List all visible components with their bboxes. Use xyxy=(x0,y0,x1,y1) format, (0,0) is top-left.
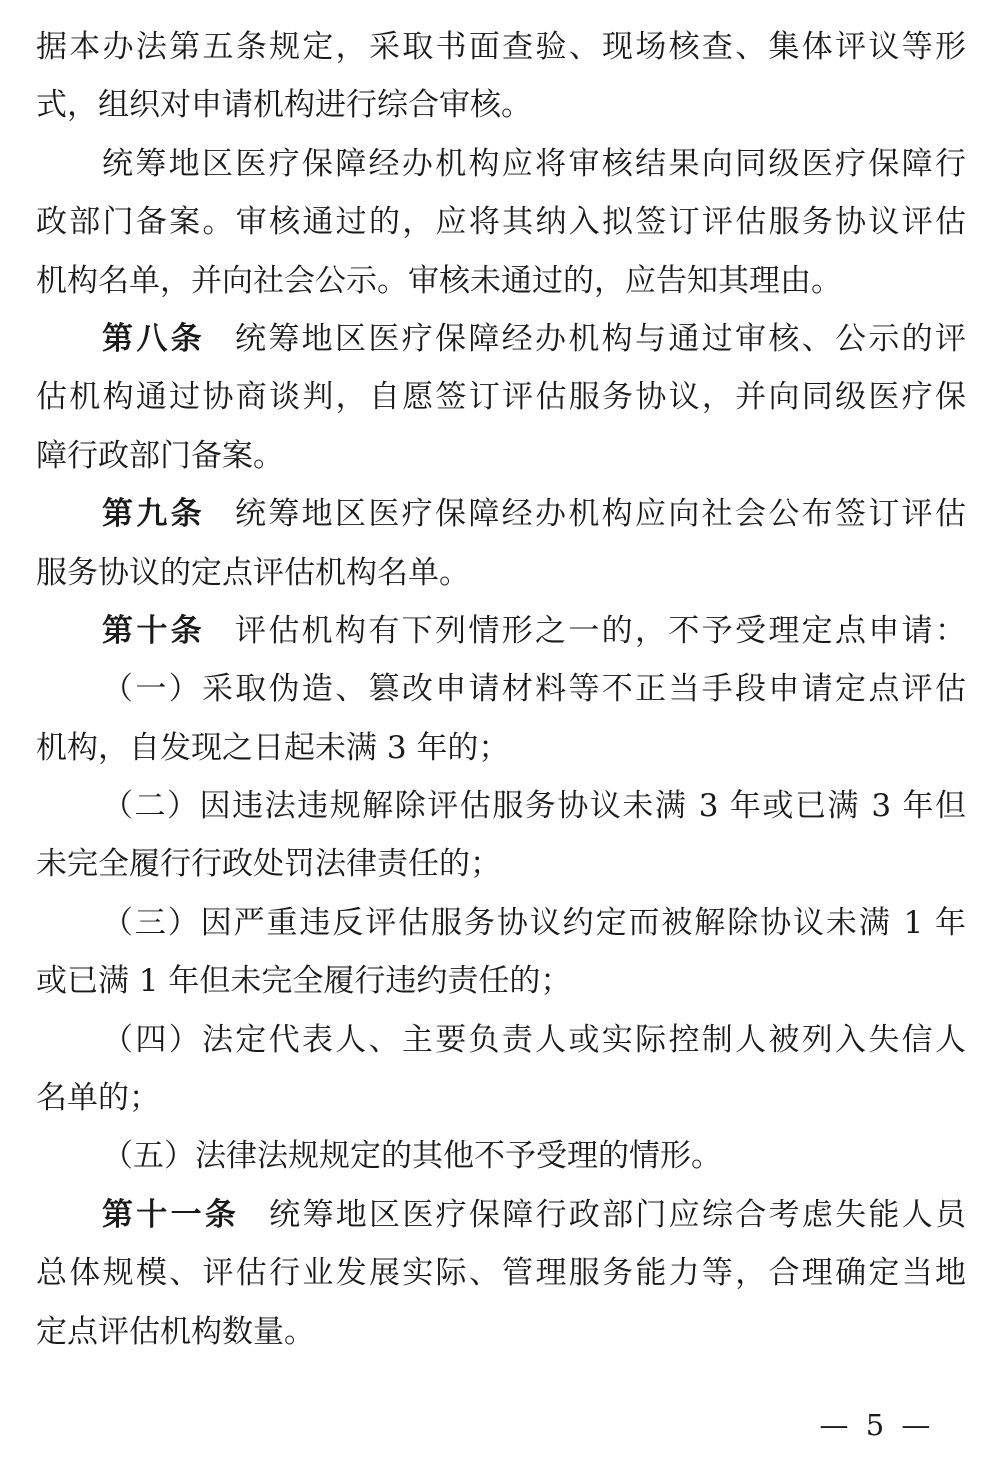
list-item-line: （二）因违法违规解除评估服务协议未满 3 年或已满 3 年但 xyxy=(102,788,966,825)
list-item-line: （三）因严重违反评估服务协议约定而被解除协议未满 1 年 xyxy=(102,904,966,941)
text-line: 服务协议的定点评估机构名单。 xyxy=(36,554,470,591)
text-line: 未完全履行行政处罚法律责任的； xyxy=(36,846,501,883)
text-line: 统筹地区医疗保障经办机构应将审核结果向同级医疗保障行 xyxy=(102,145,966,182)
text-line: 机构名单，并向社会公示。审核未通过的，应告知其理由。 xyxy=(36,262,842,299)
text-line: 统筹地区医疗保障经办机构与通过审核、公示的评 xyxy=(235,320,966,357)
article-heading: 第十一条 xyxy=(102,1196,240,1233)
text-line: 统筹地区医疗保障行政部门应综合考虑失能人员 xyxy=(269,1196,967,1233)
article-11-line xyxy=(36,1186,966,1244)
text-line: 估机构通过协商谈判，自愿签订评估服务协议，并向同级医疗保 xyxy=(36,379,966,416)
page-number: — 5 — xyxy=(819,1408,935,1442)
article-8-line xyxy=(36,310,966,368)
article-heading: 第九条 xyxy=(102,496,205,533)
list-item-line: （四）法定代表人、主要负责人或实际控制人被列入失信人 xyxy=(102,1021,966,1058)
text-line: 机构，自发现之日起未满 3 年的； xyxy=(36,729,510,766)
text-line: 统筹地区医疗保障经办机构应向社会公布签订评估 xyxy=(235,496,966,533)
article-10-line xyxy=(36,602,966,660)
article-9-line xyxy=(36,485,966,543)
text-line: 评估机构有下列情形之一的，不予受理定点申请： xyxy=(235,612,966,649)
text-line: 式，组织对申请机构进行综合审核。 xyxy=(36,87,532,124)
article-heading: 第十条 xyxy=(102,612,205,649)
text-line: 政部门备案。审核通过的，应将其纳入拟签订评估服务协议评估 xyxy=(36,204,966,241)
document-body xyxy=(36,18,966,1361)
text-line: 据本办法第五条规定，采取书面查验、现场核查、集体评议等形 xyxy=(36,29,966,65)
text-line: 障行政部门备案。 xyxy=(36,437,284,474)
list-item-line: （一）采取伪造、篡改申请材料等不正当手段申请定点评估 xyxy=(102,671,966,708)
text-line: 或已满 1 年但未完全履行违约责任的； xyxy=(36,963,572,1000)
list-item-line: （五）法律法规规定的其他不予受理的情形。 xyxy=(102,1138,722,1175)
text-line: 定点评估机构数量。 xyxy=(36,1313,315,1350)
article-heading: 第八条 xyxy=(102,320,205,357)
text-line: 名单的； xyxy=(36,1080,160,1117)
text-line: 总体规模、评估行业发展实际、管理服务能力等，合理确定当地 xyxy=(36,1255,966,1292)
